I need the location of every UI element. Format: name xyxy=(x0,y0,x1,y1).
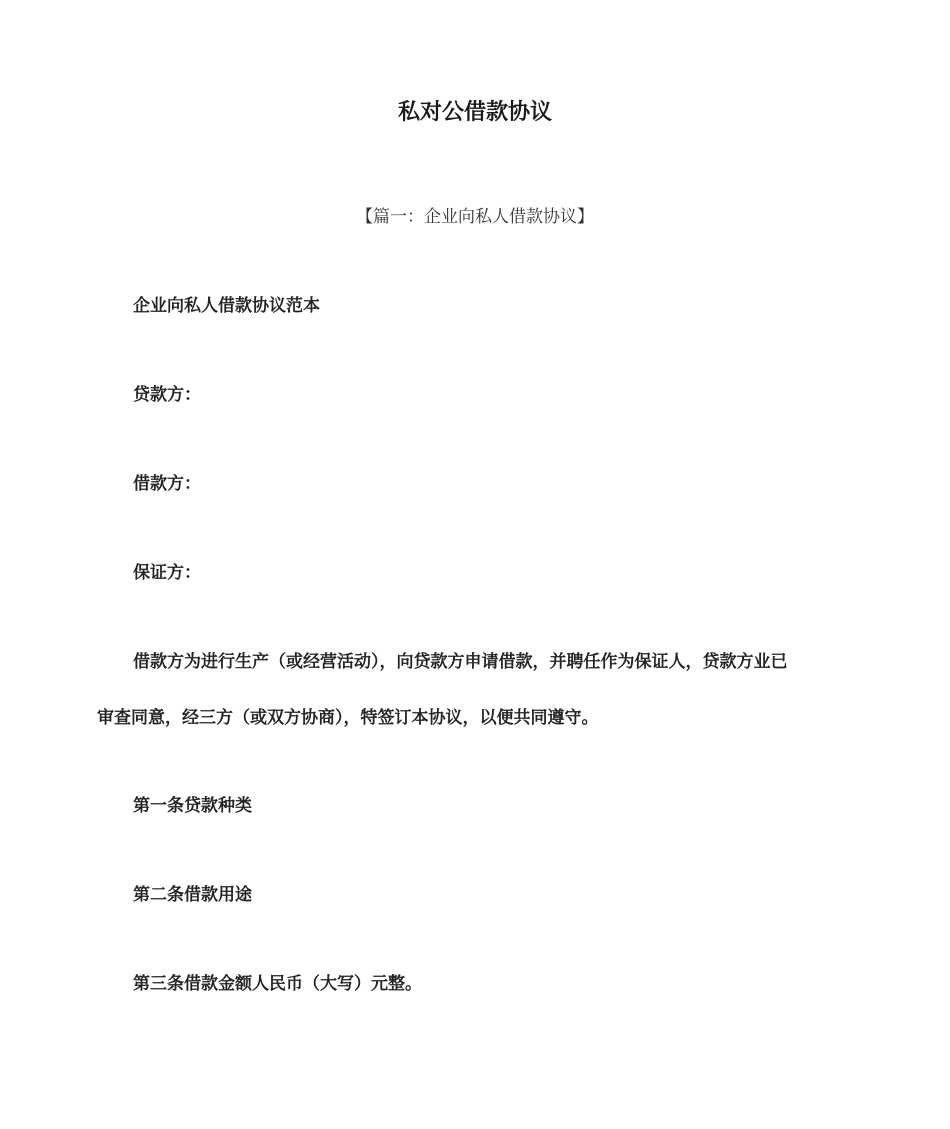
article-2: 第二条借款用途 xyxy=(133,885,252,905)
lender-label: 贷款方： xyxy=(133,385,201,405)
article-1: 第一条贷款种类 xyxy=(133,796,252,816)
borrower-label: 借款方： xyxy=(133,474,201,494)
document-subtitle: 【篇一：企业向私人借款协议】 xyxy=(356,207,594,227)
guarantor-label: 保证方： xyxy=(133,563,201,583)
document-title: 私对公借款协议 xyxy=(397,100,552,125)
article-3: 第三条借款金额人民币（大写）元整。 xyxy=(133,974,422,994)
preamble-line-1: 借款方为进行生产（或经营活动），向贷款方申请借款，并聘任作为保证人，贷款方业已 xyxy=(133,652,788,672)
agreement-heading: 企业向私人借款协议范本 xyxy=(133,296,320,316)
preamble-line-2: 审查同意，经三方（或双方协商），特签订本协议，以便共同遵守。 xyxy=(97,708,599,728)
